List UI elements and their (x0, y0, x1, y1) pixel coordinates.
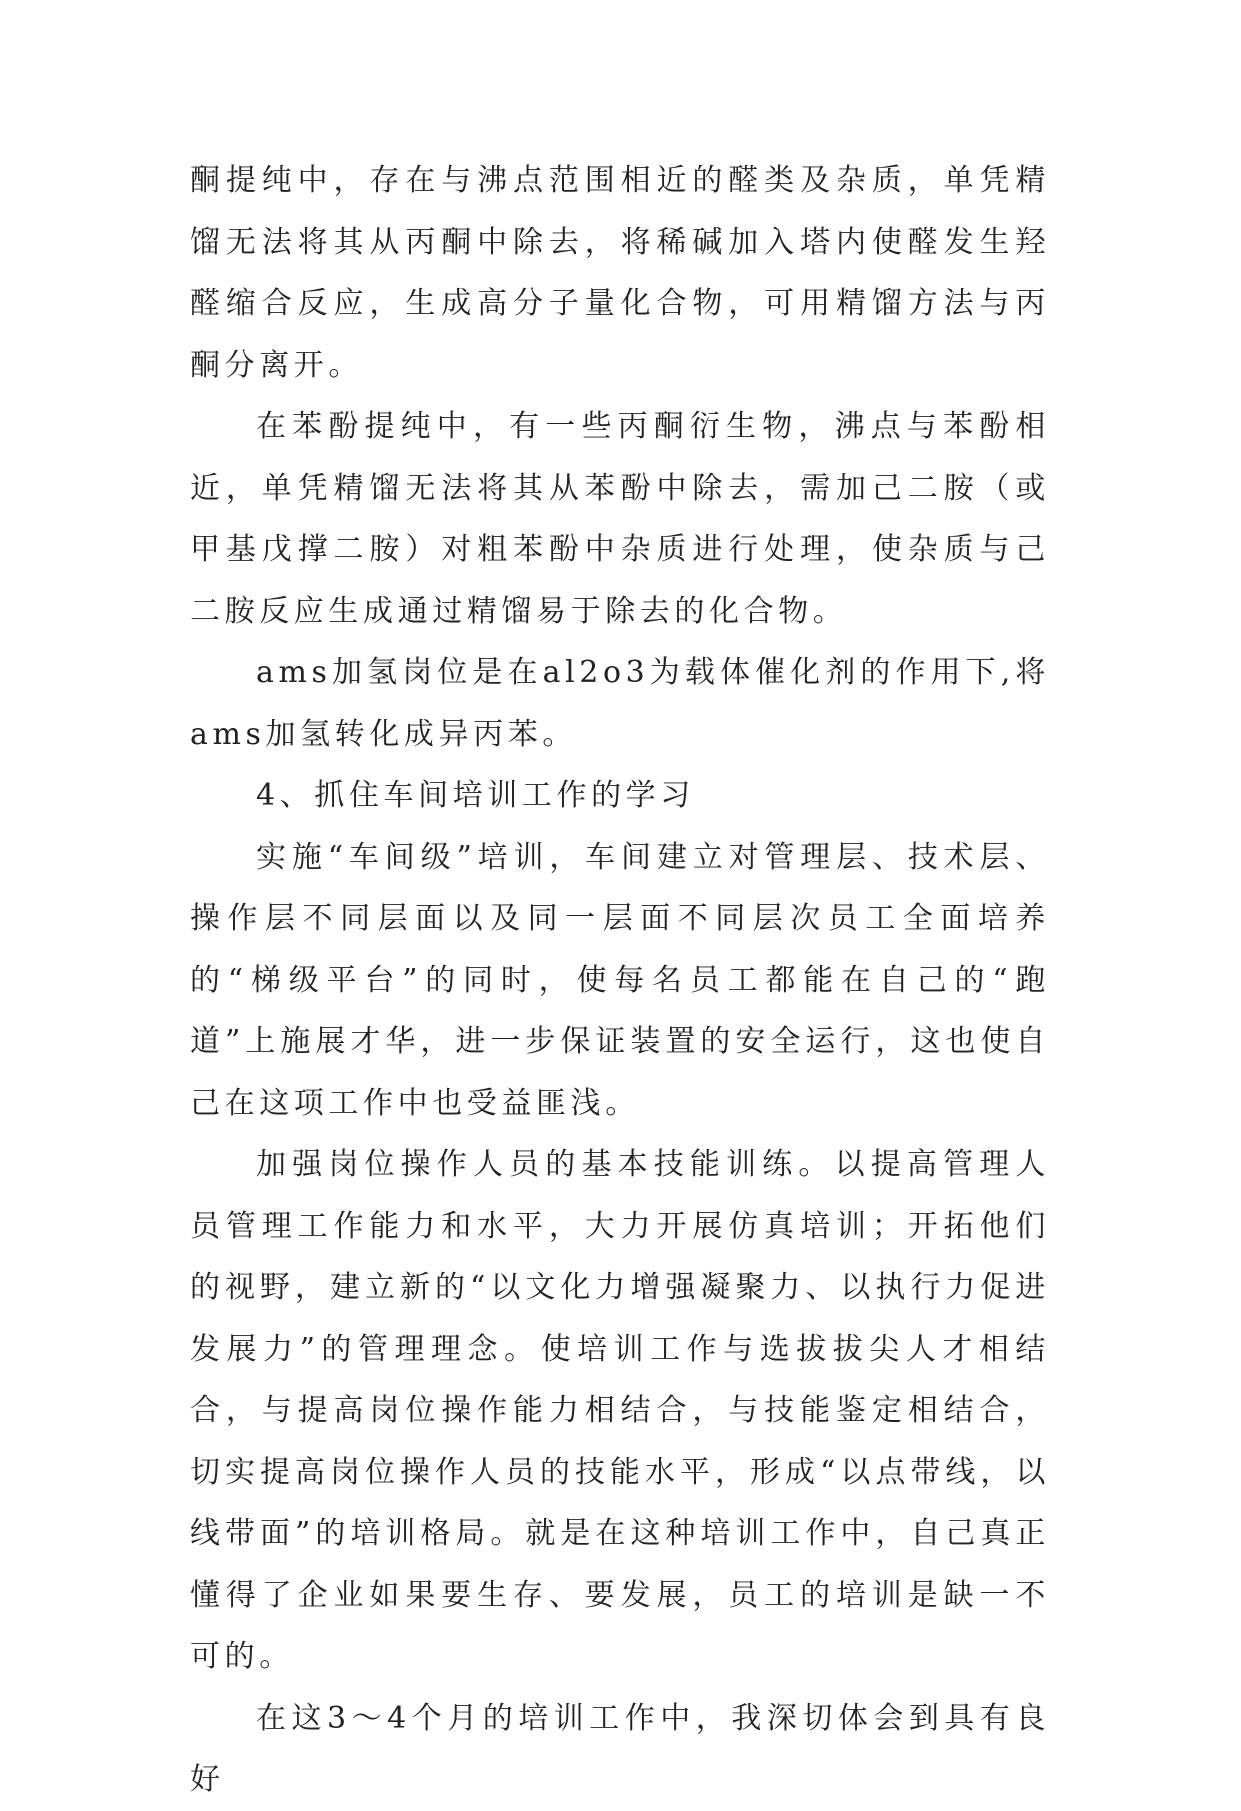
paragraph-acetone-purification: 酮提纯中，存在与沸点范围相近的醛类及杂质，单凭精馏无法将其从丙酮中除去，将稀碱加入塔内使醛发生羟醛缩合反应，生成高分子量化合物，可用精馏方法与丙酮分离开。 (190, 163, 1050, 383)
paragraph-ams-hydrogenation: ams加氢岗位是在al2o3为载体催化剂的作用下,将ams加氢转化成异丙苯。 (190, 655, 1050, 752)
document-body (190, 150, 1050, 1811)
paragraph-skill-training: 加强岗位操作人员的基本技能训练。以提高管理人员管理工作能力和水平，大力开展仿真培训；开拓他们的视野，建立新的“以文化力增强凝聚力、以执行力促进发展力”的管理理念。使培训工作与选拔拔尖人才相结合，与提高岗位操作能力相结合，与技能鉴定相结合，切实提高岗位操作人员的技能水平，形成“以点带线，以线带面”的培训格局。就是在这种培训工作中，自己真正懂得了企业如果要生存、要发展，员工的培训是缺一不可的。 (190, 1147, 1050, 1674)
paragraph-training-reflection: 在这3～4个月的培训工作中，我深切体会到具有良好 (190, 1700, 1050, 1797)
section-heading-workshop-training: 4、抓住车间培训工作的学习 (256, 778, 695, 813)
paragraph-workshop-level-training: 实施“车间级”培训，车间建立对管理层、技术层、操作层不同层面以及同一层面不同层次员工全面培养的“梯级平台”的同时，使每名员工都能在自己的“跑道”上施展才华，进一步保证装置的安全运行，这也使自己在这项工作中也受益匪浅。 (190, 839, 1050, 1121)
paragraph-phenol-purification: 在苯酚提纯中，有一些丙酮衍生物，沸点与苯酚相近，单凭精馏无法将其从苯酚中除去，需加己二胺（或甲基戊撑二胺）对粗苯酚中杂质进行处理，使杂质与己二胺反应生成通过精馏易于除去的化合物。 (190, 409, 1050, 629)
